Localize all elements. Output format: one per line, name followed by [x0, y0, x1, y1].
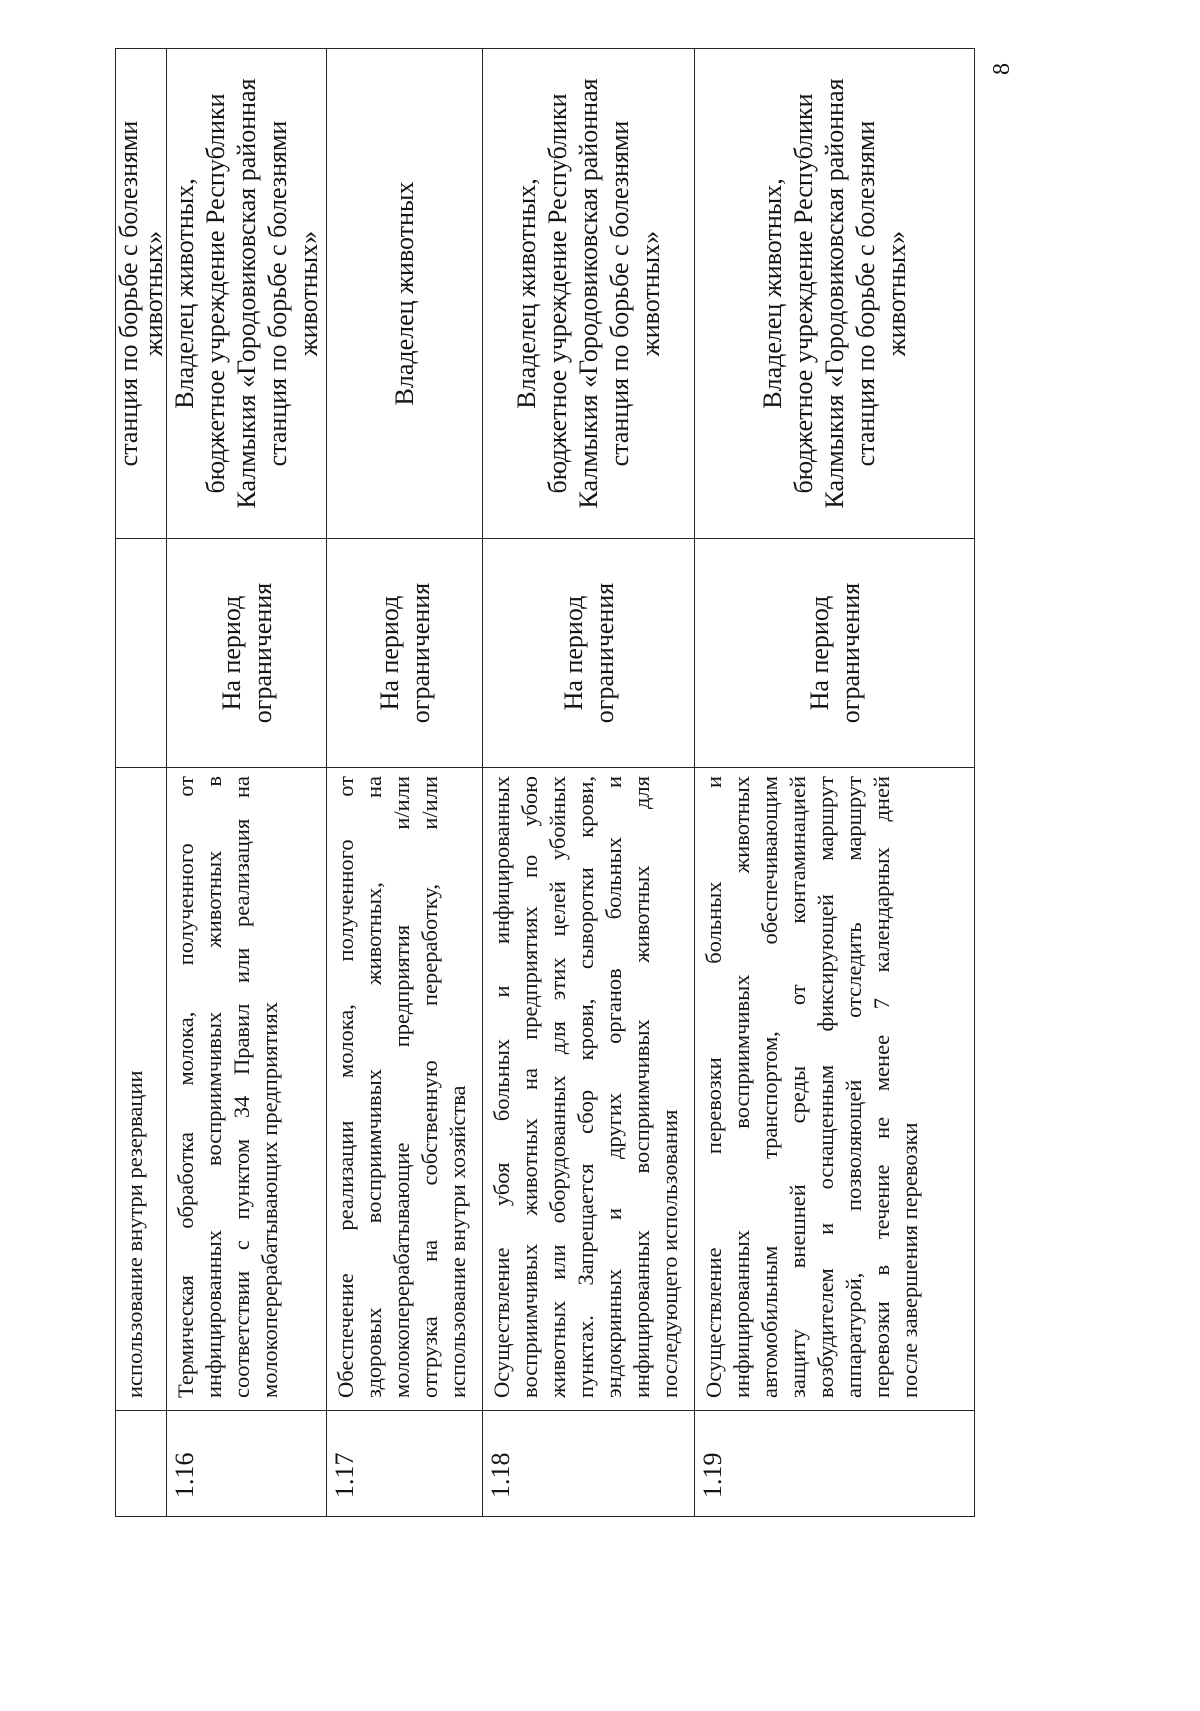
row-number: 1.17 — [330, 1452, 359, 1498]
measure-line: отгрузка на собственную переработку, и/или — [417, 776, 442, 1398]
cell-responsible — [695, 48, 975, 538]
responsible-line: животных» — [139, 230, 168, 357]
measure-line: здоровых восприимчивых животных, на — [361, 776, 386, 1398]
measure-line: возбудителем и оснащенным фиксирующей маршрут — [813, 776, 838, 1398]
cell-responsible — [483, 48, 695, 538]
cell-responsible — [115, 48, 167, 538]
cell-measure — [115, 767, 167, 1410]
measure-line: автомобильным транспортом, обеспечивающим — [757, 776, 782, 1398]
page-number: 8 — [989, 63, 1015, 75]
deadline-line: На период — [374, 595, 404, 711]
measure-line: после завершения перевозки — [897, 1122, 922, 1398]
responsible-line: Владелец животных, — [512, 178, 541, 409]
responsible-line: бюджетное учреждение Республики — [201, 93, 230, 494]
responsible-line: животных» — [882, 230, 911, 357]
row-number: 1.19 — [698, 1452, 727, 1498]
deadline-line: На период — [558, 595, 588, 711]
measure-line: эндокринных и других органов больных и — [601, 776, 626, 1398]
measure-line: использование внутри хозяйства — [445, 1085, 470, 1398]
deadline-line: На период — [804, 595, 834, 711]
measure-line: животных или оборудованных для этих целей убойных — [545, 776, 570, 1398]
measure-line: аппаратурой, позволяющей отследить маршрут — [841, 776, 866, 1398]
cell-deadline — [167, 538, 327, 767]
deadline-line: ограничения — [835, 582, 865, 724]
cell-deadline — [327, 538, 483, 767]
responsible-line: бюджетное учреждение Республики — [543, 93, 572, 494]
deadline-line: ограничения — [405, 582, 435, 724]
deadline-line: ограничения — [247, 582, 277, 724]
measure-line: Осуществление убоя больных и инфицированных — [489, 776, 514, 1398]
deadline-line: На период — [216, 595, 246, 711]
responsible-line: станция по борьбе с болезнями — [851, 120, 880, 467]
cell-responsible — [167, 48, 327, 538]
measure-line: Осуществление перевозки больных и — [701, 776, 726, 1398]
responsible-line: Калмыкия «Городовиковская районная — [820, 78, 849, 509]
cell-measure — [695, 767, 975, 1410]
responsible-line: Владелец животных, — [170, 178, 199, 409]
measure-line: инфицированных восприимчивых животных — [729, 776, 754, 1398]
cell-row-number — [695, 1410, 975, 1517]
cell-deadline — [115, 538, 167, 767]
cell-measure — [483, 767, 695, 1410]
cell-row-number — [115, 1410, 167, 1517]
responsible-line: Владелец животных, — [758, 178, 787, 409]
measure-line: использование внутри резервации — [122, 1070, 147, 1398]
cell-measure — [167, 767, 327, 1410]
cell-row-number — [327, 1410, 483, 1517]
deadline-line: ограничения — [589, 582, 619, 724]
cell-deadline — [483, 538, 695, 767]
responsible-line: животных» — [294, 230, 323, 357]
measure-line: молокоперерабатывающих предприятиях — [257, 1002, 282, 1398]
measure-line: восприимчивых животных на предприятиях по убою — [517, 776, 542, 1398]
measure-line: защиту внешней среды от контаминацией — [785, 776, 810, 1398]
row-number: 1.16 — [170, 1452, 199, 1498]
measure-line: молокоперерабатывающие предприятия и/или — [389, 776, 414, 1398]
responsible-line: животных» — [636, 230, 665, 357]
cell-measure — [327, 767, 483, 1410]
cell-responsible — [327, 48, 483, 538]
measure-line: Обеспечение реализации молока, полученного от — [333, 776, 358, 1398]
responsible-line: Владелец животных — [390, 181, 419, 406]
measure-line: последующего использования — [657, 1109, 682, 1398]
measure-line: пунктах. Запрещается сбор крови, сыворотки крови, — [573, 776, 598, 1398]
measure-line: соответствии с пунктом 34 Правил или реализация на — [229, 776, 254, 1398]
cell-row-number — [167, 1410, 327, 1517]
row-number: 1.18 — [486, 1452, 515, 1498]
measure-line: инфицированных восприимчивых животных для — [629, 776, 654, 1398]
responsible-line: станция по борьбе с болезнями — [605, 120, 634, 467]
responsible-line: станция по борьбе с болезнями — [114, 120, 143, 467]
responsible-line: Калмыкия «Городовиковская районная — [232, 78, 261, 509]
responsible-line: бюджетное учреждение Республики — [789, 93, 818, 494]
measure-line: инфицированных восприимчивых животных в — [201, 776, 226, 1398]
measure-line: Термическая обработка молока, полученного от — [173, 776, 198, 1398]
cell-row-number — [483, 1410, 695, 1517]
cell-deadline — [695, 538, 975, 767]
measure-line: перевозки в течение не менее 7 календарных дней — [869, 776, 894, 1398]
responsible-line: Калмыкия «Городовиковская районная — [574, 78, 603, 509]
responsible-line: станция по борьбе с болезнями — [263, 120, 292, 467]
measures-table — [115, 48, 975, 1517]
